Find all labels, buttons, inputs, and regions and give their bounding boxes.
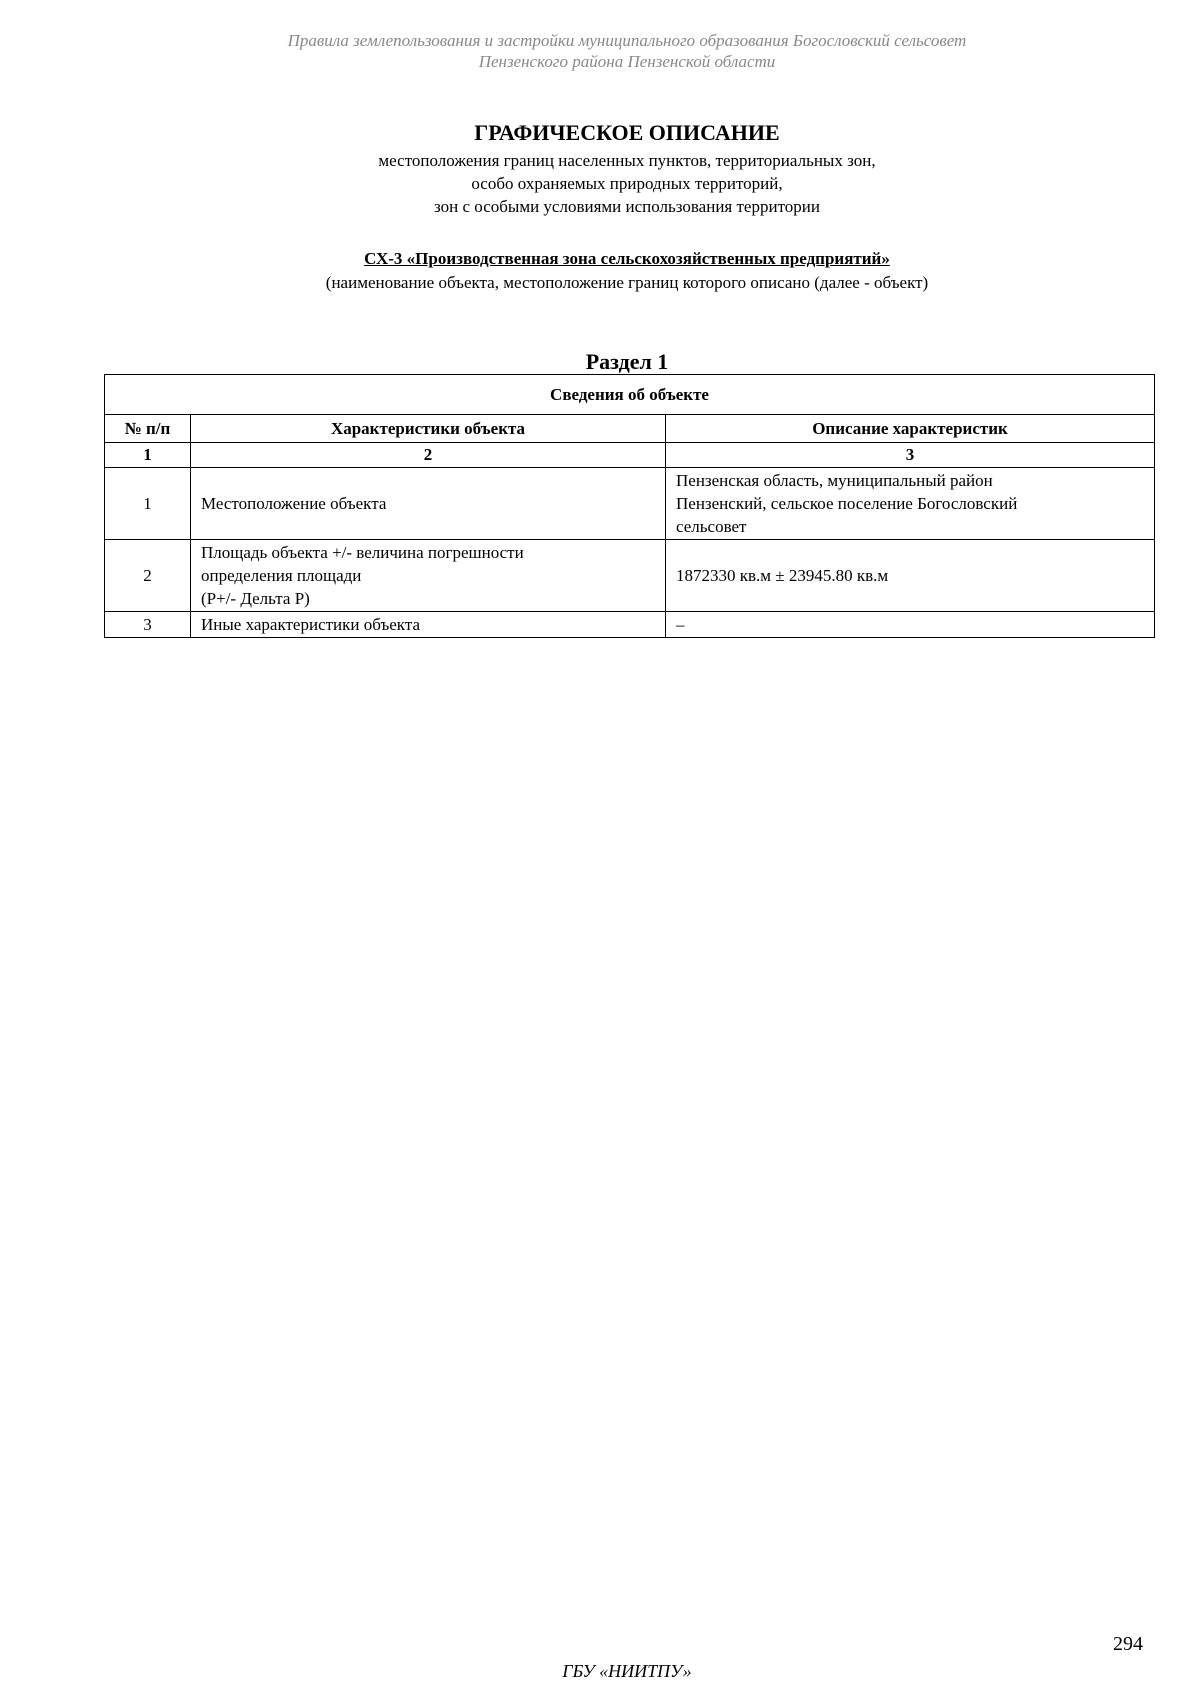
document-title: ГРАФИЧЕСКОЕ ОПИСАНИЕ: [474, 120, 780, 145]
page-footer: ГБУ «НИИТПУ»: [562, 1661, 692, 1681]
object-name: СХ-3 «Производственная зона сельскохозяйственных предприятий»: [364, 249, 890, 268]
subtitle-line-1: местоположения границ населенных пунктов, территориальных зон,: [378, 151, 876, 170]
header-index: № п/п: [105, 415, 191, 443]
running-header-line-2: Пензенского района Пензенской области: [478, 52, 776, 71]
row-description: [666, 540, 1155, 612]
description-line: сельсовет: [676, 517, 747, 536]
row-description: [666, 468, 1155, 540]
row-index: 1: [105, 468, 191, 540]
table-caption: Сведения об объекте: [105, 375, 1155, 415]
table-row: [105, 612, 1155, 638]
characteristic-line: Местоположение объекта: [201, 494, 387, 513]
running-header-line-1: Правила землепользования и застройки муниципального образования Богословский сельсовет: [287, 31, 967, 50]
column-number-2: 2: [191, 443, 666, 468]
description-line: –: [676, 615, 685, 634]
row-description: [666, 612, 1155, 638]
characteristic-line: Иные характеристики объекта: [201, 615, 421, 634]
subtitle-line-2: особо охраняемых природных территорий,: [471, 174, 783, 193]
row-index: 2: [105, 540, 191, 612]
section-title: Раздел 1: [585, 349, 669, 374]
row-index: 3: [105, 612, 191, 638]
subtitle-line-3: зон с особыми условиями использования территории: [434, 197, 820, 216]
row-characteristic: [191, 540, 666, 612]
table-caption-row: [105, 375, 1155, 415]
table-column-numbers-row: [105, 443, 1155, 468]
description-line: Пензенская область, муниципальный район: [676, 471, 993, 490]
header-characteristic: Характеристики объекта: [191, 415, 666, 443]
characteristic-line: определения площади: [201, 566, 362, 585]
table-header-row: [105, 415, 1155, 443]
running-header: [0, 30, 1200, 72]
description-line: 1872330 кв.м ± 23945.80 кв.м: [676, 566, 889, 585]
table-row: [105, 468, 1155, 540]
characteristic-line: Площадь объекта +/- величина погрешности: [201, 543, 524, 562]
object-info-table: [104, 374, 1155, 638]
object-caption: (наименование объекта, местоположение границ которого описано (далее - объект): [325, 273, 929, 292]
header-description: Описание характеристик: [666, 415, 1155, 443]
description-line: Пензенский, сельское поселение Богословский: [676, 494, 1018, 513]
characteristic-line: (Р+/- Дельта Р): [201, 589, 310, 608]
column-number-3: 3: [666, 443, 1155, 468]
document-subtitle: [0, 149, 1200, 218]
page-number: 294: [1113, 1633, 1143, 1655]
column-number-1: 1: [105, 443, 191, 468]
row-characteristic: [191, 468, 666, 540]
row-characteristic: [191, 612, 666, 638]
table-row: [105, 540, 1155, 612]
